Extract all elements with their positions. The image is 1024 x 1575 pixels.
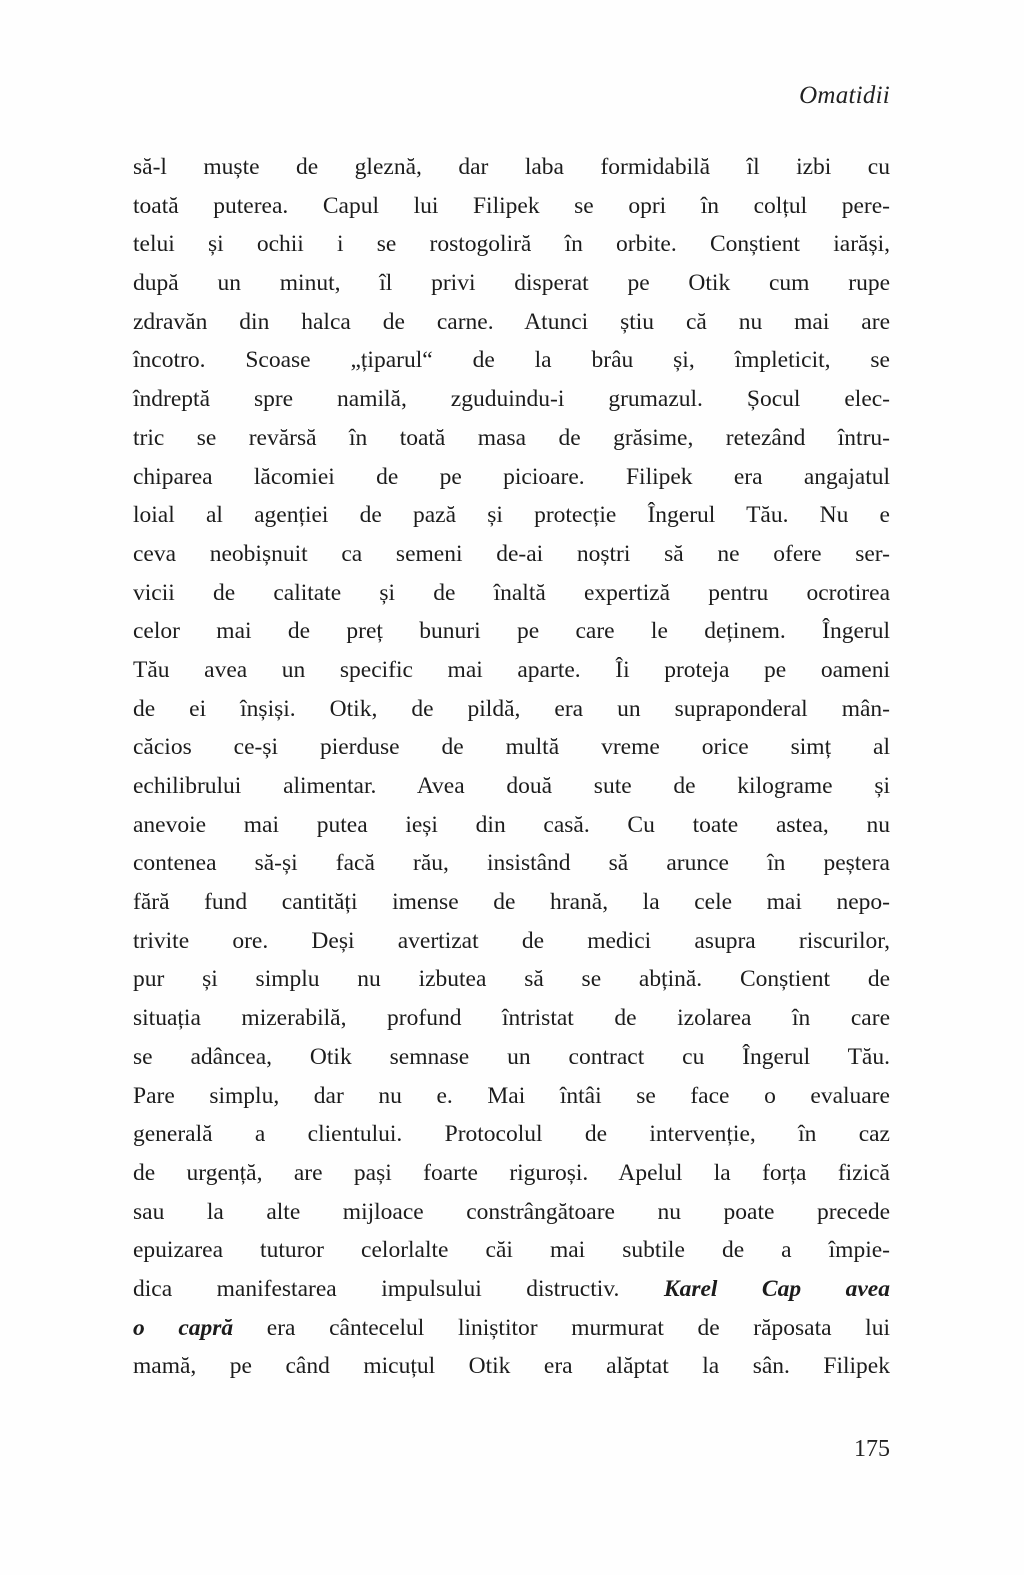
running-head-title: Omatidii xyxy=(799,82,890,109)
text-segment: fără fund cantități imense de hrană, la cele mai nepo- xyxy=(133,889,890,916)
text-segment: căcios ce-și pierduse de multă vreme orice simț al xyxy=(133,734,890,761)
text-line xyxy=(133,187,890,226)
text-line xyxy=(133,844,890,883)
text-segment: tric se revărsă în toată masa de grăsime, retezând întru- xyxy=(133,424,890,451)
text-line xyxy=(133,225,890,264)
text-segment: celor mai de preț bunuri pe care le deținem. Îngerul xyxy=(133,618,890,645)
text-segment: toată puterea. Capul lui Filipek se opri în colțul pere- xyxy=(133,192,890,219)
text-segment: epuizarea tuturor celorlalte căi mai subtile de a împie- xyxy=(133,1237,890,1264)
text-line xyxy=(133,1309,890,1348)
text-line xyxy=(133,458,890,497)
text-line xyxy=(133,1193,890,1232)
text-line xyxy=(133,496,890,535)
text-line xyxy=(133,690,890,729)
text-segment: generală a clientului. Protocolul de intervenție, în caz xyxy=(133,1121,890,1148)
text-line xyxy=(133,1154,890,1193)
text-line xyxy=(133,574,890,613)
text-line xyxy=(133,535,890,574)
text-line xyxy=(133,1038,890,1077)
text-segment: situația mizerabilă, profund întristat de izolarea în care xyxy=(133,1005,890,1032)
text-segment: mamă, pe când micuțul Otik era alăptat la sân. Filipek xyxy=(133,1353,890,1380)
text-line xyxy=(133,1115,890,1154)
text-line xyxy=(133,264,890,303)
text-line xyxy=(133,1077,890,1116)
page-number: 175 xyxy=(854,1436,890,1462)
text-segment: chiparea lăcomiei de pe picioare. Filipek era angajatul xyxy=(133,463,890,490)
text-line xyxy=(133,922,890,961)
text-line xyxy=(133,341,890,380)
text-line xyxy=(133,380,890,419)
text-line xyxy=(133,148,890,187)
text-segment: Pare simplu, dar nu e. Mai întâi se face o evaluare xyxy=(133,1082,890,1109)
text-line xyxy=(133,419,890,458)
text-segment: de ei înșiși. Otik, de pildă, era un supraponderal mân- xyxy=(133,695,890,722)
text-segment: să-l muște de gleznă, dar laba formidabilă îl izbi cu xyxy=(133,154,890,180)
text-segment: sau la alte mijloace constrângătoare nu poate precede xyxy=(133,1198,890,1225)
text-line xyxy=(133,767,890,806)
text-segment: telui și ochii i se rostogoliră în orbite. Conștient iarăși, xyxy=(133,231,890,258)
text-segment: dica manifestarea impulsului distructiv. xyxy=(133,1275,664,1302)
text-segment: îndreptă spre namilă, zguduindu-i grumazul. Șocul elec- xyxy=(133,386,890,413)
text-segment: Tău avea un specific mai aparte. Îi proteja pe oameni xyxy=(133,656,890,683)
text-line xyxy=(133,728,890,767)
text-segment: pur și simplu nu izbutea să se abțină. Conștient de xyxy=(133,966,890,993)
text-segment: vicii de calitate și de înaltă expertiză pentru ocrotirea xyxy=(133,579,890,606)
text-segment: echilibrului alimentar. Avea două sute de kilograme și xyxy=(133,773,890,799)
text-segment: zdravăn din halca de carne. Atunci știu că nu mai are xyxy=(133,308,890,335)
body-text xyxy=(133,148,890,1386)
text-line xyxy=(133,806,890,845)
text-line xyxy=(133,1270,890,1309)
text-segment: încotro. Scoase „țiparul“ de la brâu și, împleticit, se xyxy=(133,347,890,374)
text-line xyxy=(133,1231,890,1270)
text-segment: era cântecelul liniștitor murmurat de răposata lui xyxy=(233,1314,890,1341)
text-segment: contenea să-și facă rău, insistând să arunce în peștera xyxy=(133,850,890,877)
text-line xyxy=(133,651,890,690)
text-segment: de urgență, are pași foarte riguroși. Apelul la forța fizică xyxy=(133,1159,890,1186)
text-segment: după un minut, îl privi disperat pe Otik cum rupe xyxy=(133,270,890,297)
text-line xyxy=(133,612,890,651)
text-segment: se adâncea, Otik semnase un contract cu Îngerul Tău. xyxy=(133,1043,890,1070)
emphasized-phrase: Karel Cap avea xyxy=(663,1275,890,1302)
text-line xyxy=(133,999,890,1038)
text-line xyxy=(133,960,890,999)
text-line xyxy=(133,1347,890,1386)
emphasized-phrase: o capră xyxy=(133,1314,234,1341)
text-line xyxy=(133,303,890,342)
text-line xyxy=(133,883,890,922)
text-segment: ceva neobișnuit ca semeni de-ai noștri să ne ofere ser- xyxy=(133,540,890,567)
text-segment: loial al agenției de pază și protecție Îngerul Tău. Nu e xyxy=(133,502,890,529)
text-segment: trivite ore. Deși avertizat de medici asupra riscurilor, xyxy=(133,927,890,954)
text-segment: anevoie mai putea ieși din casă. Cu toate astea, nu xyxy=(133,811,890,838)
